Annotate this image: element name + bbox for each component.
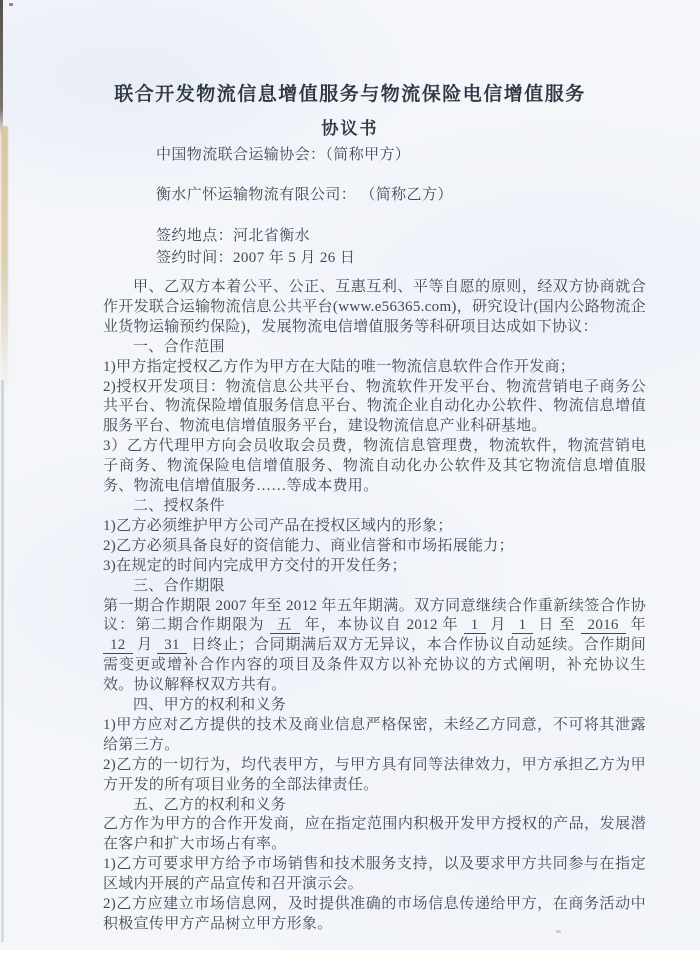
scan-edge-dark-line	[0, 0, 3, 136]
section-2-clause-3: 3)在规定的时间内完成甲方交付的开发任务；	[103, 557, 407, 574]
section-4-heading: 四、甲方的权利和义务	[133, 697, 287, 714]
term-text: 月	[490, 617, 507, 634]
agreement-title: 联合开发物流信息增值服务与物流保险电信增值服务	[114, 84, 586, 105]
term-blank-end-year: 2016	[581, 617, 626, 634]
section-5-heading: 五、乙方的权利和义务	[133, 796, 287, 813]
section-5-intro: 乙方作为甲方的合作开发商，应在指定范围内积极开发甲方授权的产品，发展潜在客户和扩大市场占有率。	[103, 816, 646, 853]
scan-speck-bottom	[556, 930, 561, 933]
section-1-heading: 一、合作范围	[133, 338, 225, 355]
term-blank-end-month: 12	[103, 637, 133, 654]
section-5-clause-1: 1)乙方可要求甲方给予市场销售和技术服务支持，以及要求甲方共同参与在指定区域内开展的产品宣传和召开演示会。	[103, 856, 646, 893]
party-a-line: 中国物流联合运输协会：（简称甲方）	[156, 147, 411, 163]
section-4-clause-1: 1)甲方应对乙方提供的技术及商业信息严格保密，未经乙方同意，不可将其泄露给第三方。	[103, 716, 646, 753]
section-1-clause-1: 1)甲方指定授权乙方作为甲方在大陆的唯一物流信息软件合作开发商；	[103, 358, 576, 375]
preamble-paragraph: 甲、乙双方本着公平、公正、互惠互利、平等自愿的原则，经双方协商就合作开发联合运输物流信息公共平台(www.e56365.com)，研究设计(国内公路物流企业货物运输预约保险)，发展物流电信增值服务等科研项目达成如下协议：	[103, 279, 646, 335]
scan-edge-tan-strip	[1, 126, 8, 394]
sign-place-line: 签约地点：河北省衡水	[156, 228, 311, 244]
sign-date-line: 签约时间：2007 年 5 月 26 日	[156, 250, 356, 266]
section-1-clause-3: 3）乙方代理甲方向会员收取会员费，物流信息管理费，物流软件，物流营销电子商务、物流保险电信增值服务、物流自动化办公软件及其它物流信息增值服务、物流电信增值服务……等成本费用。	[103, 438, 646, 495]
section-1-clause-2: 2)授权开发项目：物流信息公共平台、物流软件开发平台、物流营销电子商务公共平台、物流保险增值服务信息平台、物流企业自动化办公软件、物流信息增值服务平台、物流电信增值服务平台，建设物流信息产业科研基地。	[103, 378, 646, 435]
section-2-clause-1: 1)乙方必须维护甲方公司产品在授权区域内的形象；	[103, 517, 453, 534]
term-blank-start-month: 1	[464, 617, 486, 634]
term-text: 日终止；合同期满后双方无异议，本合作协议自动延续。合作期间需变更或增补合作内容的项目及条件双方以补充协议的方式阐明，补充协议生效。协议解释权双方共有。	[103, 637, 646, 694]
agreement-header	[156, 147, 648, 269]
term-blank-start-day: 1	[512, 617, 534, 634]
scan-bottom-strip	[0, 950, 700, 964]
term-text: 日 至	[538, 617, 576, 634]
party-b-line: 衡水广怀运输物流有限公司： （简称乙方）	[156, 187, 453, 203]
term-text: 月	[137, 637, 153, 654]
agreement-subtitle: 协议书	[321, 119, 379, 138]
section-3-term-paragraph	[103, 597, 646, 697]
term-text: 年，本协议自 2012 年	[304, 617, 459, 634]
section-4-clause-2: 2)乙方的一切行为，均代表甲方，与甲方具有同等法律效力，甲方承担乙方为甲方开发的所有项目业务的全部法律责任。	[103, 756, 646, 793]
term-blank-years: 五	[270, 617, 300, 634]
scan-edge-faint-line	[1, 380, 4, 942]
section-3-heading: 三、合作期限	[133, 577, 225, 594]
term-text: 第一期合作期限 2007 年至 2012 年五年期满。双方同意继续合作重新续签合作协议：第二期合作期限为	[103, 597, 646, 634]
term-text: 年	[630, 617, 646, 634]
section-2-heading: 二、授权条件	[133, 497, 225, 514]
scan-speck-top	[9, 3, 13, 6]
term-blank-end-day: 31	[157, 637, 187, 654]
section-2-clause-2: 2)乙方必须具备良好的资信能力、商业信誉和市场拓展能力；	[103, 537, 514, 554]
section-5-clause-2: 2)乙方应建立市场信息网，及时提供准确的市场信息传递给甲方，在商务活动中积极宣传甲方产品树立甲方形象。	[103, 896, 646, 932]
agreement-body	[103, 278, 646, 935]
